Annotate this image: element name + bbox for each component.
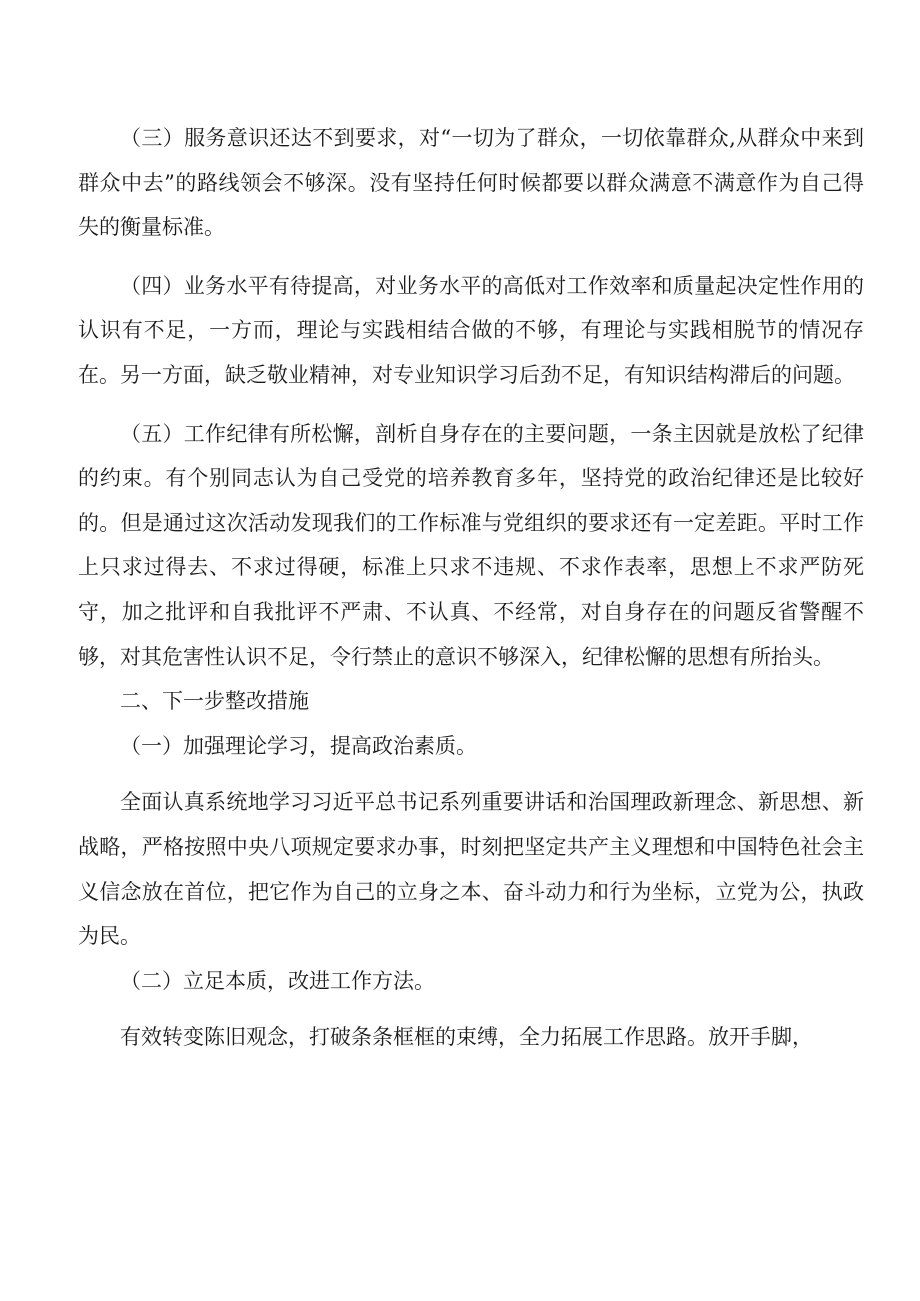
paragraph-service-awareness: （三）服务意识还达不到要求，对“一切为了群众，一切依靠群众,从群众中来到群众中去”的路线领会不够深。没有坚持任何时候都要以群众满意不满意作为自己得失的衡量标准。 bbox=[78, 126, 864, 240]
paragraph-work-methods: 有效转变陈旧观念，打破条条框框的束缚，全力拓展工作思路。放开手脚， bbox=[120, 1025, 813, 1050]
paragraph-work-discipline: （五）工作纪律有所松懈，剖析自身存在的主要问题，一条主因就是放松了纪律的约束。有个别同志认为自己受党的培养教育多年，坚持党的政治纪律还是比较好的。但是通过这次活动发现我们的工作标准与党组织的要求还有一定差距。平时工作上只求过得去、不求过得硬，标准上只求不违规、不求作表率，思想上不求严防死守，加之批评和自我批评不严肃、不认真、不经常，对自身存在的问题反省警醒不够，对其危害性认识不足，令行禁止的意识不够深入，纪律松懈的思想有所抬头。 bbox=[78, 421, 864, 669]
subheading-theory-study: （一）加强理论学习，提高政治素质。 bbox=[120, 733, 477, 758]
subheading-work-methods: （二）立足本质，改进工作方法。 bbox=[120, 968, 435, 993]
section-heading-next-steps: 二、下一步整改措施 bbox=[120, 689, 309, 714]
paragraph-theory-study: 全面认真系统地学习习近平总书记系列重要讲话和治国理政新理念、新思想、新战略，严格按照中央八项规定要求办事，时刻把坚定共产主义理想和中国特色社会主义信念放在首位，把它作为自己的立身之本、奋斗动力和行为坐标，立党为公，执政为民。 bbox=[78, 790, 864, 949]
paragraph-business-level: （四）业务水平有待提高，对业务水平的高低对工作效率和质量起决定性作用的认识有不足，一方而，理论与实践相结合做的不够，有理论与实践相脱节的情况存在。另一方面，缺乏敬业精神，对专业知识学习后劲不足，有知识结构滞后的问题。 bbox=[78, 273, 864, 387]
document-body bbox=[78, 116, 864, 1060]
